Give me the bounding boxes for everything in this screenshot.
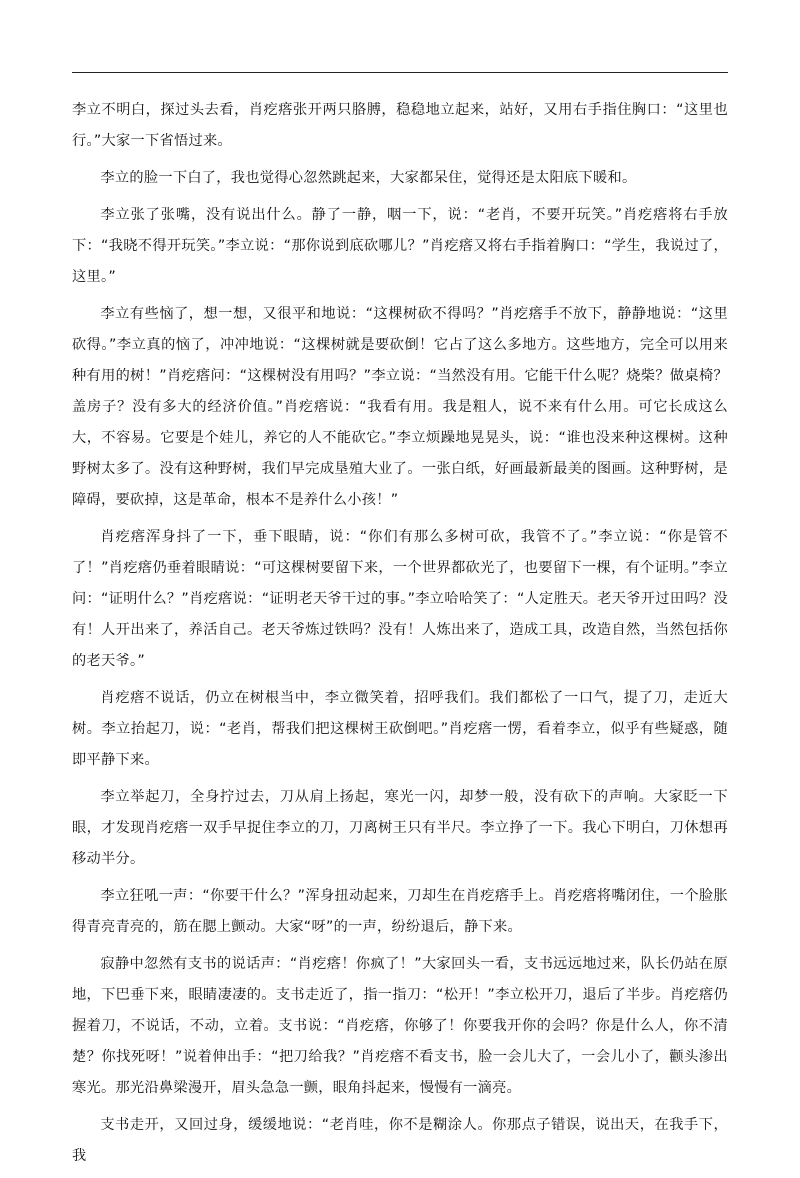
paragraph: 李立张了张嘴，没有说出什么。静了一静，咽一下，说：“老肖，不要开玩笑。”肖疙瘩将右手放下：“我晓不得开玩笑。”李立说：“那你说到底砍哪儿？”肖疙瘩又将右手指着胸口：“学生，我说过了，这里。” [72,207,728,285]
paragraph: 李立不明白，探过头去看，肖疙瘩张开两只胳膊，稳稳地立起来，站好，又用右手指住胸口：“这里也行。”大家一下省悟过来。 [72,102,728,149]
header-rule [72,72,728,73]
paragraph: 李立狂吼一声：“你要干什么？”浑身扭动起来，刀却生在肖疙瘩手上。肖疙瘩将嘴闭住，一个脸胀得青亮青亮的，筋在腮上颤动。大家“呀”的一声，纷纷退后，静下来。 [72,888,728,935]
paragraph: 寂静中忽然有支书的说话声：“肖疙瘩！你疯了！”大家回头一看，支书远远地过来，队长仍站在原地，下巴垂下来，眼睛凄凄的。支书走近了，指一指刀：“松开！”李立松开刀，退后了半步。肖疙瘩仍握着刀，不说话，不动，立着。支书说：“肖疙瘩，你够了！你要我开你的会吗？你是什么人，你不清楚？你找死呀！”说着伸出手：“把刀给我？”肖疙瘩不看支书，脸一会儿大了，一会儿小了，颧头渗出寒光。那光沿鼻梁漫开，眉头急急一颤，眼角抖起来，慢慢有一滴亮。 [72,956,728,1096]
paragraph: 支书走开，又回过身，缓缓地说：“老肖哇，你不是糊涂人。你那点子错误，说出天，在我手下，我 [72,1117,728,1164]
paragraph: 李立有些恼了，想一想，又很平和地说：“这棵树砍不得吗？”肖疙瘩手不放下，静静地说：“这里砍得。”李立真的恼了，冲冲地说：“这棵树就是要砍倒！它占了这么多地方。这些地方，完全可以用来种有用的树！”肖疙瘩问：“这棵树没有用吗？”李立说：“当然没有用。它能干什么呢？烧柴？做桌椅？盖房子？没有多大的经济价值。”肖疙瘩说：“我看有用。我是粗人，说不来有什么用。可它长成这么大，不容易。它要是个娃儿，养它的人不能砍它。”李立烦躁地晃晃头，说：“谁也没来种这棵树。这种野树太多了。没有这种野树，我们早完成垦殖大业了。一张白纸，好画最新最美的图画。这种野树，是障碍，要砍掉，这是革命，根本不是养什么小孩！” [72,306,728,508]
paragraph: 李立的脸一下白了，我也觉得心忽然跳起来，大家都呆住，觉得还是太阳底下暖和。 [100,170,637,186]
paragraph: 肖疙瘩浑身抖了一下，垂下眼睛，说：“你们有那么多树可砍，我管不了。”李立说：“你是管不了！”肖疙瘩仍垂着眼睛说：“可这棵树要留下来，一个世界都砍光了，也要留下一棵，有个证明。”李立问：“证明什么？”肖疙瘩说：“证明老天爷干过的事。”李立哈哈笑了：“人定胜天。老天爷开过田吗？没有！人开出来了，养活自己。老天爷炼过铁吗？没有！人炼出来了，造成工具，改造自然，当然包括你的老天爷。” [72,529,728,669]
paragraph: 肖疙瘩不说话，仍立在树根当中，李立微笑着，招呼我们。我们都松了一口气，提了刀，走近大树。李立抬起刀，说：“老肖，帮我们把这棵树王砍倒吧。”肖疙瘩一愣，看着李立，似乎有些疑惑，随即平静下来。 [72,690,728,768]
text-body [72,95,728,1178]
paragraph: 李立举起刀，全身拧过去，刀从肩上扬起，寒光一闪，却梦一般，没有砍下的声响。大家眨一下眼，才发现肖疙瘩一双手早捉住李立的刀，刀离树王只有半尺。李立挣了一下。我心下明白，刀休想再移动半分。 [72,789,728,867]
